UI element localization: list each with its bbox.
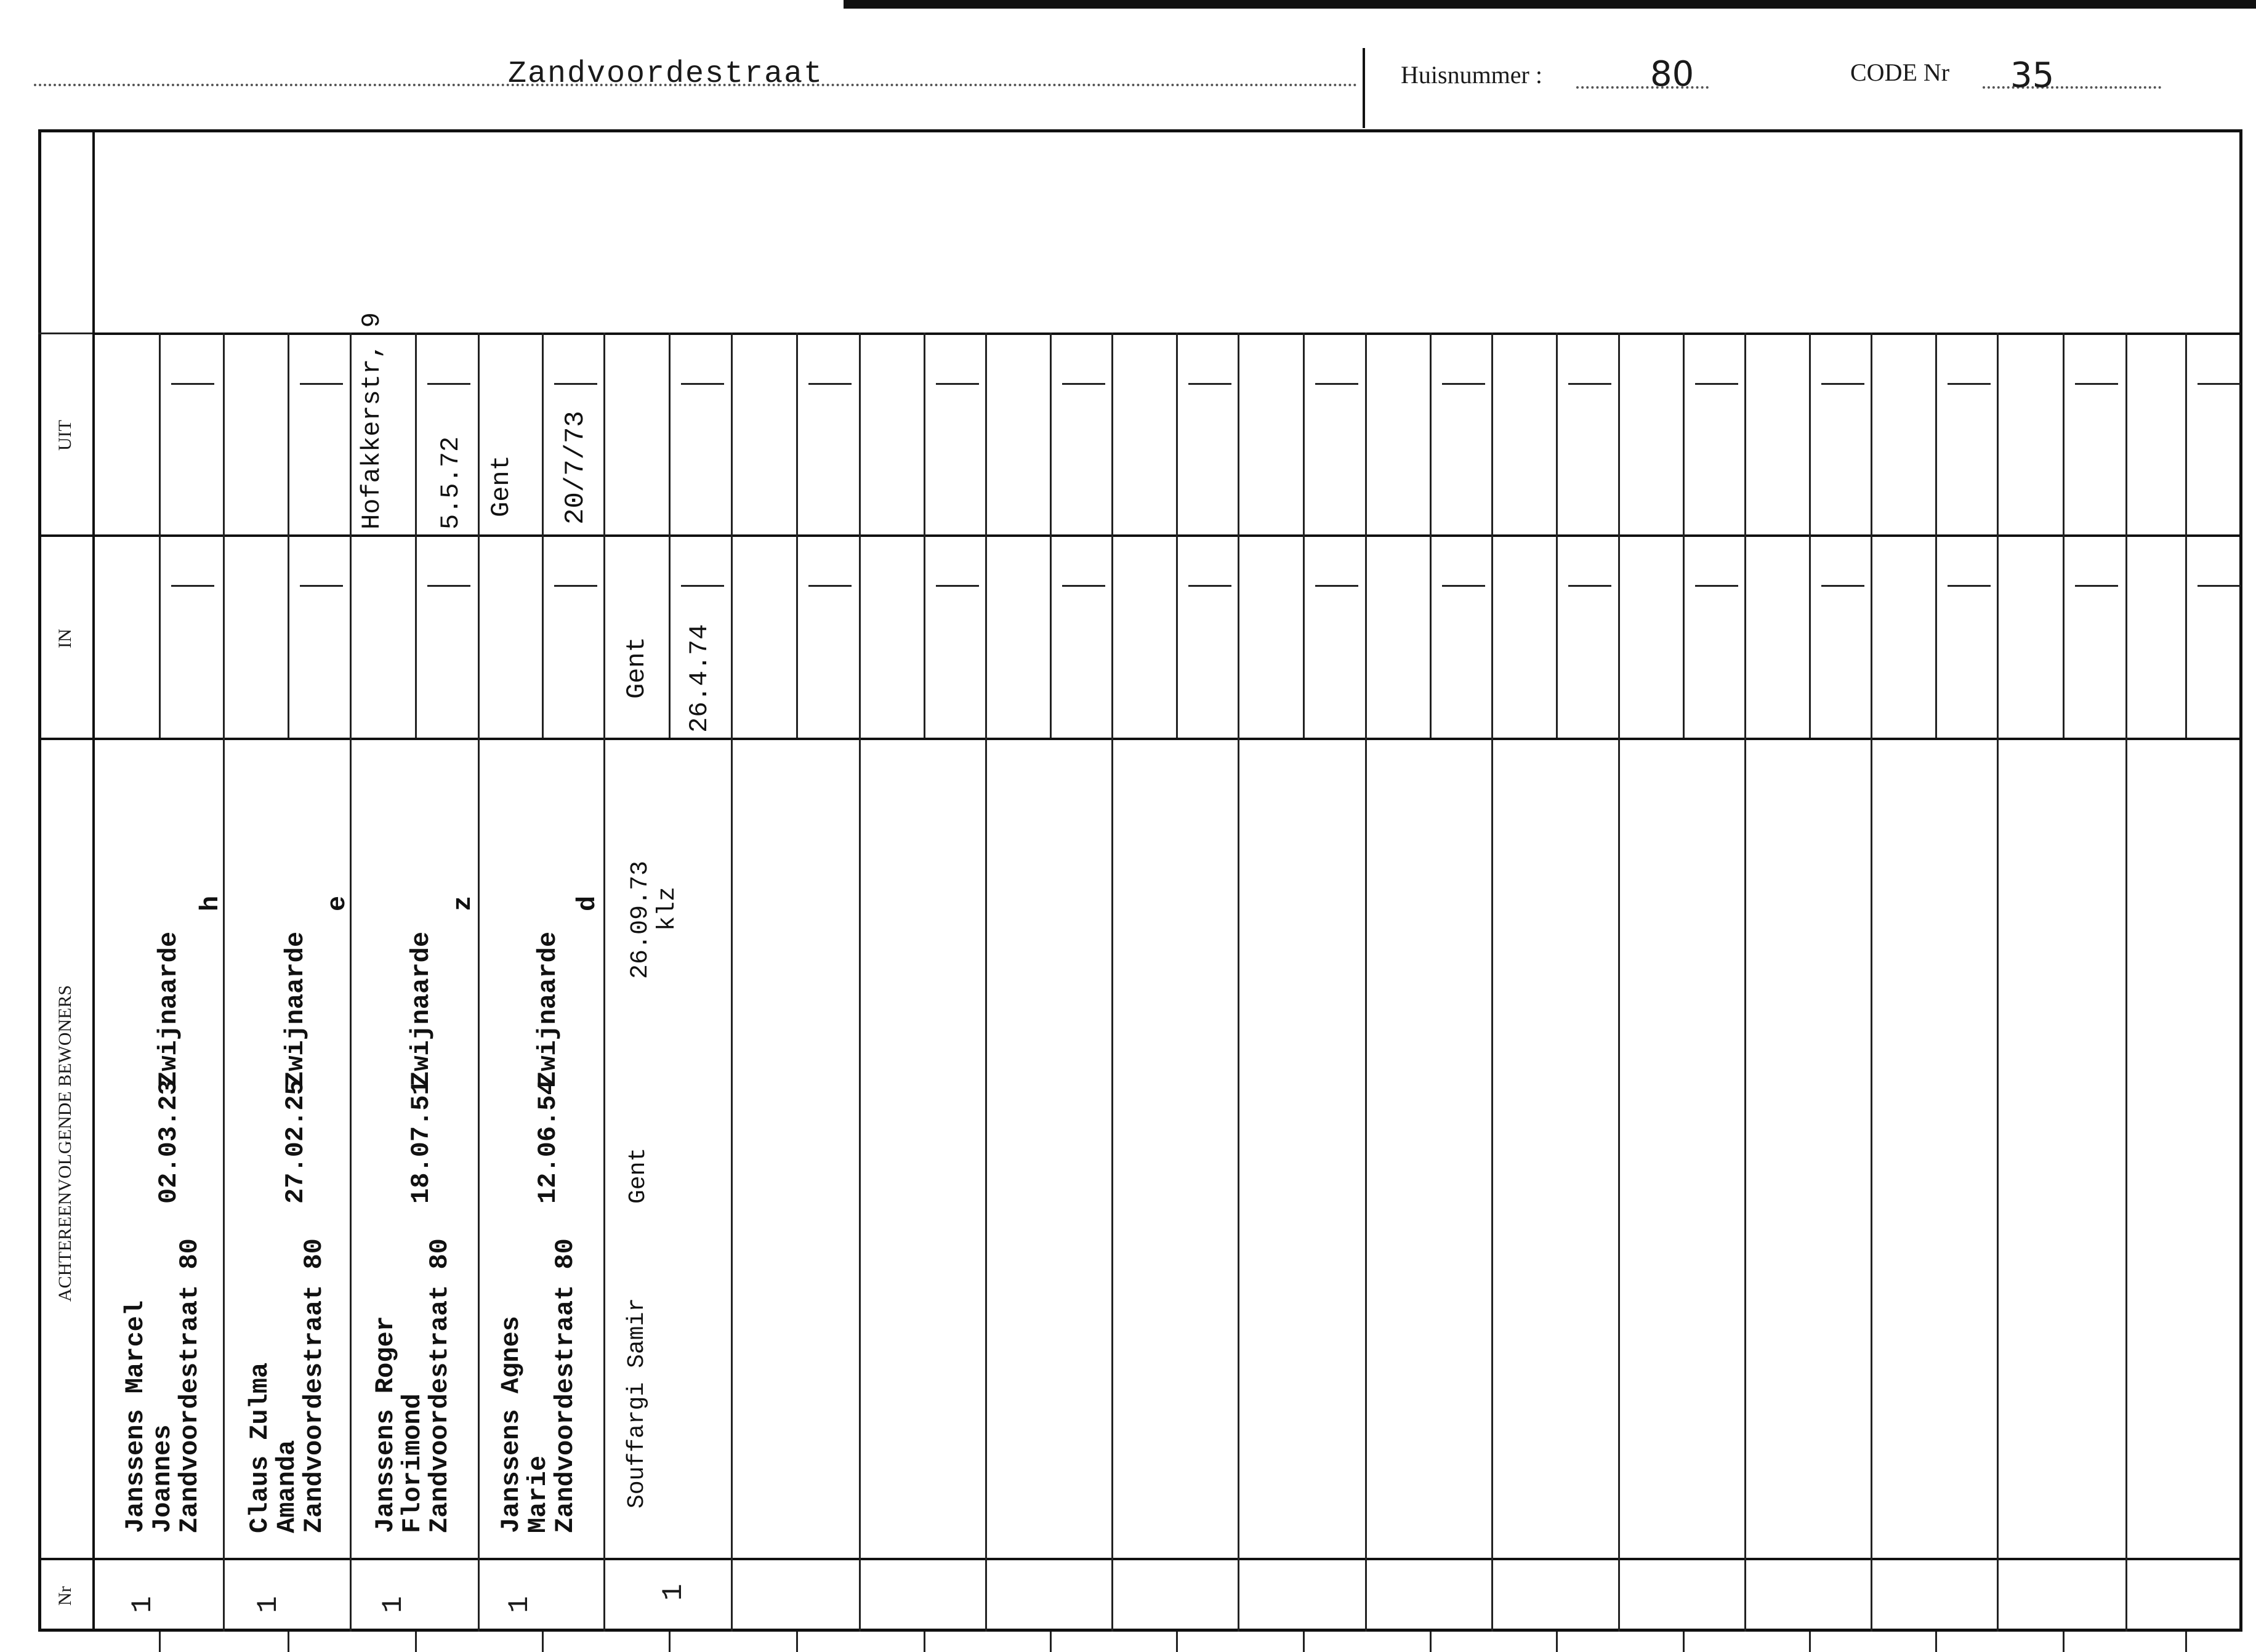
label-column-divider bbox=[92, 129, 95, 1632]
bewoners-label: ACHTEREENVOLGENDE BEWONERS bbox=[55, 985, 75, 1302]
column-divider bbox=[1744, 332, 1746, 1632]
column-divider bbox=[1365, 332, 1367, 1632]
dash-mark bbox=[1821, 585, 1864, 587]
dash-mark bbox=[1948, 585, 1991, 587]
column-divider bbox=[1871, 332, 1872, 1632]
resident-1-name: Janssens Marcel Joannes Zandvoordestraat 80 bbox=[121, 1238, 205, 1533]
subcolumn-divider bbox=[542, 332, 544, 738]
bottom-stub bbox=[1809, 1632, 1811, 1652]
bewoners-top-rule bbox=[38, 738, 2242, 740]
bottom-stub bbox=[159, 1632, 161, 1652]
nr-label: Nr bbox=[55, 1586, 75, 1606]
dash-mark bbox=[808, 585, 852, 587]
dash-mark bbox=[427, 585, 470, 587]
header-divider bbox=[1363, 48, 1365, 128]
dash-mark bbox=[1442, 585, 1485, 587]
dash-mark bbox=[1695, 585, 1738, 587]
resident-1-nr: 1 bbox=[126, 1596, 159, 1613]
resident-2-name: Claus Zulma Amanda Zandvoordestraat 80 bbox=[245, 1238, 329, 1533]
bottom-stub bbox=[1935, 1632, 1937, 1652]
subcolumn-divider bbox=[288, 332, 289, 738]
column-divider bbox=[1238, 332, 1239, 1632]
subcolumn-divider bbox=[1050, 332, 1052, 738]
bottom-stub bbox=[1683, 1632, 1685, 1652]
column-divider bbox=[2125, 332, 2127, 1632]
dash-mark bbox=[171, 383, 214, 385]
subcolumn-divider bbox=[1556, 332, 1558, 738]
bottom-stub bbox=[1050, 1632, 1052, 1652]
dash-mark bbox=[2198, 383, 2241, 385]
resident-3-place: Zwijnaarde bbox=[406, 931, 436, 1087]
resident-5-in-place: Gent bbox=[622, 637, 651, 699]
resident-3-code: z bbox=[448, 895, 478, 911]
dash-mark bbox=[936, 383, 979, 385]
top-border bbox=[844, 0, 2256, 9]
column-divider bbox=[985, 332, 987, 1632]
resident-3-uit-date: 5.5.72 bbox=[436, 436, 465, 530]
resident-3-birth: 18.07.51 bbox=[406, 1079, 436, 1204]
dash-mark bbox=[554, 383, 597, 385]
dash-mark bbox=[808, 383, 852, 385]
dash-mark bbox=[1062, 585, 1105, 587]
resident-4-uit-place: Gent bbox=[486, 455, 516, 517]
dash-mark bbox=[1568, 383, 1611, 385]
bottom-stub bbox=[1303, 1632, 1305, 1652]
dash-mark bbox=[681, 585, 724, 587]
dash-mark bbox=[1821, 383, 1864, 385]
subcolumn-divider bbox=[924, 332, 925, 738]
resident-5-in-date: 26.4.74 bbox=[685, 624, 714, 733]
resident-2-birth: 27.02.25 bbox=[281, 1079, 310, 1204]
dash-mark bbox=[2075, 383, 2118, 385]
dash-mark bbox=[2198, 585, 2241, 587]
subcolumn-divider bbox=[1809, 332, 1811, 738]
subcolumn-divider bbox=[1303, 332, 1305, 738]
column-divider bbox=[603, 332, 605, 1632]
dash-mark bbox=[300, 383, 343, 385]
subcolumn-divider bbox=[1935, 332, 1937, 738]
subcolumn-divider bbox=[2063, 332, 2065, 738]
column-divider bbox=[731, 332, 733, 1632]
in-label: IN bbox=[55, 629, 75, 648]
bottom-stub bbox=[1556, 1632, 1558, 1652]
dash-mark bbox=[1442, 383, 1485, 385]
huisnummer-label: Huisnummer : bbox=[1401, 61, 1542, 89]
bottom-stub bbox=[669, 1632, 671, 1652]
resident-2-nr: 1 bbox=[252, 1596, 284, 1613]
resident-5-nr: 1 bbox=[657, 1584, 690, 1601]
resident-4-nr: 1 bbox=[503, 1596, 536, 1613]
bottom-stub bbox=[796, 1632, 798, 1652]
resident-3-name: Janssens Roger Florimond Zandvoordestraat 80 bbox=[371, 1238, 455, 1533]
dash-mark bbox=[171, 585, 214, 587]
column-divider bbox=[1618, 332, 1620, 1632]
dash-mark bbox=[1315, 383, 1358, 385]
column-divider bbox=[223, 332, 225, 1632]
dash-mark bbox=[300, 585, 343, 587]
subcolumn-divider bbox=[1683, 332, 1685, 738]
resident-4-place: Zwijnaarde bbox=[533, 931, 563, 1087]
dash-mark bbox=[681, 383, 724, 385]
resident-1-birth: 02.03.23 bbox=[154, 1079, 183, 1204]
dash-mark bbox=[2075, 585, 2118, 587]
subcolumn-divider bbox=[1176, 332, 1178, 738]
code-rule bbox=[1983, 86, 2161, 89]
column-divider bbox=[478, 332, 480, 1632]
bottom-stub bbox=[924, 1632, 925, 1652]
resident-5-place: 26.09.73 bbox=[627, 860, 655, 979]
dash-mark bbox=[1188, 383, 1231, 385]
dash-mark bbox=[1568, 585, 1611, 587]
uit-label-top bbox=[38, 332, 92, 334]
dash-mark bbox=[936, 585, 979, 587]
resident-2-code: e bbox=[323, 895, 352, 911]
bottom-stub bbox=[2063, 1632, 2065, 1652]
dash-mark bbox=[1062, 383, 1105, 385]
resident-4-birth: 12.06.54 bbox=[533, 1079, 563, 1204]
street-name: Zandvoordestraat bbox=[508, 57, 824, 92]
bottom-stub bbox=[542, 1632, 544, 1652]
bottom-stub bbox=[288, 1632, 289, 1652]
subcolumn-divider bbox=[415, 332, 417, 738]
dash-mark bbox=[1315, 585, 1358, 587]
resident-5-birth: Gent bbox=[625, 1147, 651, 1204]
code-value: 35 bbox=[2010, 55, 2055, 95]
subcolumn-divider bbox=[1430, 332, 1432, 738]
dash-mark bbox=[1188, 585, 1231, 587]
resident-4-uit-date: 20/7/73 bbox=[560, 411, 591, 525]
bottom-stub bbox=[415, 1632, 417, 1652]
column-divider bbox=[859, 332, 861, 1632]
dash-mark bbox=[554, 585, 597, 587]
bottom-stub bbox=[1176, 1632, 1178, 1652]
column-divider bbox=[1997, 332, 1999, 1632]
resident-5-name: Souffargi Samir bbox=[624, 1297, 650, 1509]
dash-mark bbox=[427, 383, 470, 385]
uit-label: UIT bbox=[55, 420, 75, 451]
resident-5-code: klz bbox=[654, 886, 682, 931]
bottom-stub bbox=[1430, 1632, 1432, 1652]
subcolumn-divider bbox=[2185, 332, 2187, 738]
resident-1-place: Zwijnaarde bbox=[154, 931, 183, 1087]
dash-mark bbox=[1948, 383, 1991, 385]
resident-3-uit-place: Hofakkerstr, 9 bbox=[357, 312, 387, 530]
code-label: CODE Nr bbox=[1850, 58, 1950, 86]
nr-top-rule bbox=[38, 1558, 2242, 1560]
column-divider bbox=[350, 332, 352, 1632]
in-top-rule bbox=[38, 534, 2242, 537]
huisnummer-value: 80 bbox=[1650, 54, 1694, 94]
bottom-stub bbox=[2185, 1632, 2187, 1652]
subcolumn-divider bbox=[669, 332, 671, 738]
subcolumn-divider bbox=[796, 332, 798, 738]
column-divider bbox=[1111, 332, 1113, 1632]
resident-2-place: Zwijnaarde bbox=[281, 931, 310, 1087]
dash-mark bbox=[1695, 383, 1738, 385]
subcolumn-divider bbox=[159, 332, 161, 738]
resident-1-code: h bbox=[196, 895, 225, 911]
resident-3-nr: 1 bbox=[377, 1596, 409, 1613]
resident-4-name: Janssens Agnes Marie Zandvoordestraat 80 bbox=[496, 1238, 581, 1533]
column-divider bbox=[1491, 332, 1493, 1632]
resident-4-code: d bbox=[573, 895, 602, 911]
